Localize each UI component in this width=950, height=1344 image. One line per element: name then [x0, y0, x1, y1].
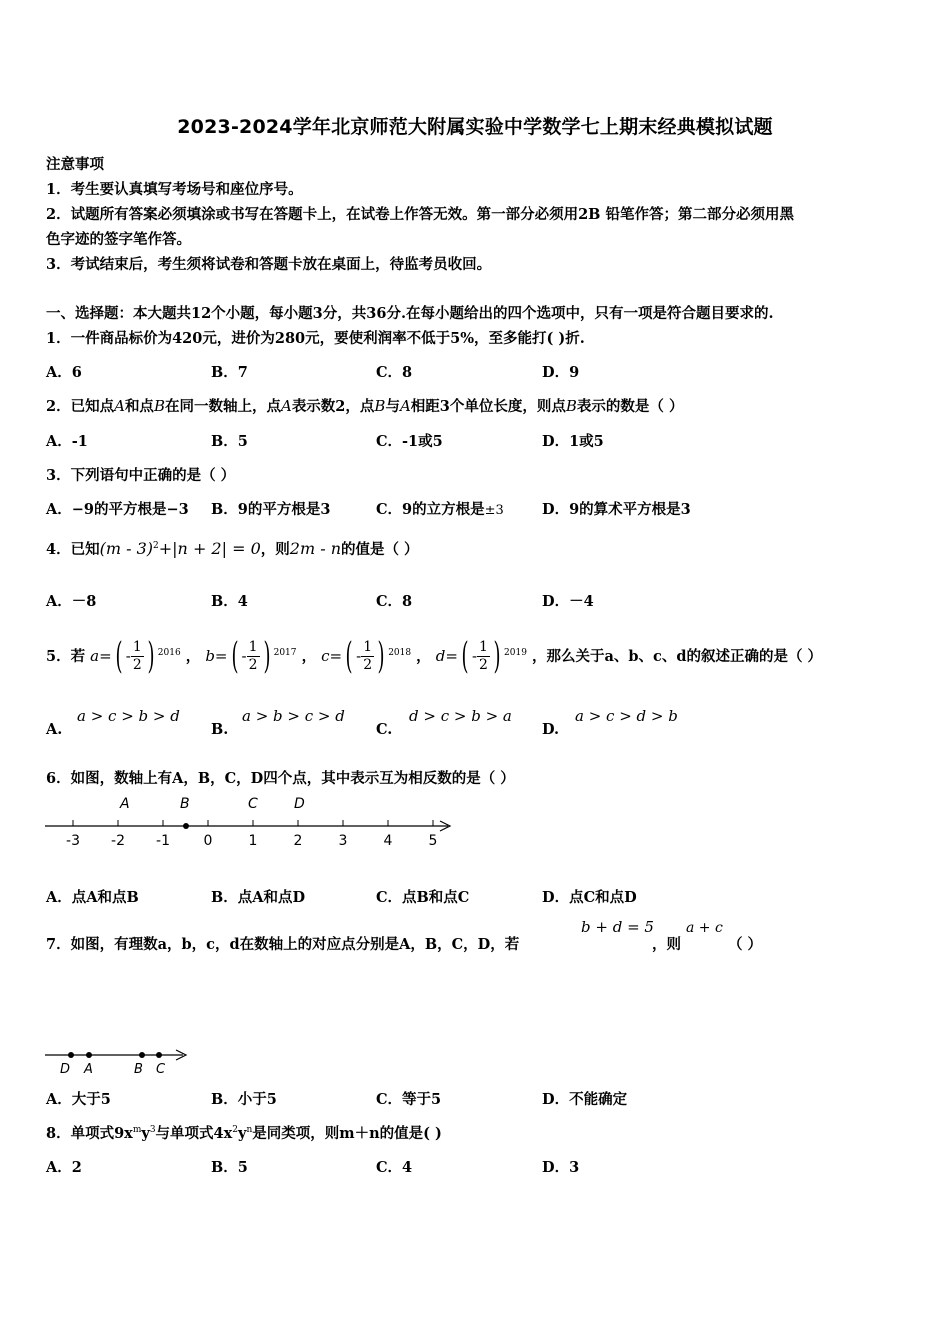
q5-option-a-expr: a > c > b > d [77, 707, 180, 725]
q6-option-a: A．点A和点B [46, 889, 139, 906]
q7-option-a: A．大于5 [46, 1091, 111, 1108]
q7-number-line [40, 1042, 190, 1076]
q4-option-c: C．8 [376, 593, 413, 610]
notice-item-3: 3．考试结束后，考生须将试卷和答题卡放在桌面上，待监考员收回。 [46, 256, 492, 273]
q3-option-d: D．9的算术平方根是3 [542, 501, 691, 518]
q7-expr: a + c [686, 920, 723, 936]
q6-option-d: D．点C和点D [542, 889, 637, 906]
q1-option-c: C．8 [376, 364, 413, 381]
q2-stem: 2．已知点A和点B在同一数轴上，点A表示数2，点B与A相距3个单位长度，则点B表示的数是（ ） [46, 397, 684, 415]
q7-option-d: D．不能确定 [542, 1091, 628, 1108]
q7-point-b-label: B [134, 1062, 143, 1076]
q8-option-c: C．4 [376, 1159, 413, 1176]
q7-option-b: B．小于5 [211, 1091, 277, 1108]
q6-point-d-label: D [294, 796, 305, 812]
q1-option-d: D．9 [542, 364, 580, 381]
q7-tail: （ ） [728, 936, 763, 953]
q1-option-a: A．6 [46, 364, 82, 381]
q6-number-line [40, 792, 460, 854]
q1-option-b: B．7 [211, 364, 248, 381]
q6-tick-label: 5 [428, 833, 438, 849]
q3-option-b: B．9的平方根是3 [211, 501, 331, 518]
q3-stem: 3．下列语句中正确的是（ ） [46, 467, 236, 484]
notice-item-2-cont: 色字迹的签字笔作答。 [46, 231, 191, 248]
notice-item-1: 1．考生要认真填写考场号和座位序号。 [46, 181, 303, 198]
q2-option-c: C．-1或5 [376, 433, 443, 450]
q7-condition: b + d = 5 [581, 918, 654, 936]
q8-option-d: D．3 [542, 1159, 580, 1176]
q7-point-a-label: A [84, 1062, 93, 1076]
q6-point-c-label: C [248, 796, 258, 812]
q5-option-b-expr: a > b > c > d [242, 707, 345, 725]
q7-stem-text: 7．如图，有理数a，b，c，d在数轴上的对应点分别是A，B，C，D，若 [46, 936, 520, 953]
q6-option-b: B．点A和点D [211, 889, 306, 906]
section-heading: 一、选择题：本大题共12个小题，每小题3分，共36分.在每小题给出的四个选项中，只有一项是符合题目要求的. [46, 305, 774, 322]
q7-mid: ，则 [652, 936, 681, 953]
q8-stem: 8．单项式$9x^my^3$与单项式$4x^2y^n$是同类项，则m＋n的值是( ) [46, 1125, 442, 1142]
q6-tick-label: 3 [338, 833, 348, 849]
q2-option-a: A．-1 [46, 433, 88, 450]
q6-option-c: C．点B和点C [376, 889, 470, 906]
q8-option-a: A．2 [46, 1159, 82, 1176]
q6-point-b-dot [183, 823, 189, 829]
q7-point-d-label: D [60, 1062, 71, 1076]
q7-option-c: C．等于5 [376, 1091, 442, 1108]
q6-tick-label: -1 [156, 833, 170, 849]
q4-option-b: B．4 [211, 593, 248, 610]
q5-stem: 5．若 a=( - $\frac{1}{2}$ ) $^{2016}$ ， b=( - $\frac{1}{2}$ ) $^{2017}$ ， c=( - $\frac{1}{2}$ ) $^{2018}$ ， d=( - $\frac{1}{2}$ ) $^{2019}$ ，那么关于a、b、c、d的叙述正确的是（ ） [46, 635, 823, 677]
q3-option-c: C．9的立方根是±3 [376, 501, 504, 518]
q5-option-d-expr: a > c > d > b [575, 707, 678, 725]
q3-option-a: A．−9的平方根是−3 [46, 501, 189, 518]
notice-heading: 注意事项 [46, 156, 104, 173]
q1-stem: 1．一件商品标价为420元，进价为280元，要使利润率不低于5%，至多能打( )折. [46, 330, 585, 347]
q6-stem: 6．如图，数轴上有A，B，C，D四个点，其中表示互为相反数的是（ ） [46, 770, 515, 787]
q5-option-c-label: C. [376, 721, 393, 738]
q6-tick-label: 0 [203, 833, 213, 849]
q7-point-d-dot [68, 1052, 74, 1058]
q2-option-b: B．5 [211, 433, 248, 450]
q7-point-b-dot [139, 1052, 145, 1058]
q6-point-a-label: A [120, 796, 130, 812]
q8-option-b: B．5 [211, 1159, 248, 1176]
q6-tick-label: 2 [293, 833, 303, 849]
q6-tick-label: -3 [66, 833, 80, 849]
q7-point-c-label: C [156, 1062, 166, 1076]
q2-option-d: D．1或5 [542, 433, 604, 450]
q4-stem: 4．已知(m - 3)$^2$+|n + 2| = 0，则2m - n的值是（ ） [46, 539, 419, 558]
q6-tick-label: 1 [248, 833, 258, 849]
q6-point-b-label: B [180, 796, 190, 812]
page-title: 2023-2024学年北京师范大附属实验中学数学七上期末经典模拟试题 [177, 116, 773, 138]
q6-tick-label: -2 [111, 833, 125, 849]
q5-option-a-label: A. [46, 721, 63, 738]
q4-option-a: A．－8 [46, 593, 97, 610]
q7-point-c-dot [156, 1052, 162, 1058]
q7-point-a-dot [86, 1052, 92, 1058]
q5-option-c-expr: d > c > b > a [409, 707, 512, 725]
notice-item-2: 2．试题所有答案必须填涂或书写在答题卡上，在试卷上作答无效。第一部分必须用2B 铅笔作答；第二部分必须用黑 [46, 206, 794, 223]
q6-tick-label: 4 [383, 833, 393, 849]
q5-option-b-label: B. [211, 721, 229, 738]
q4-option-d: D．－4 [542, 593, 594, 610]
q5-option-d-label: D. [542, 721, 560, 738]
